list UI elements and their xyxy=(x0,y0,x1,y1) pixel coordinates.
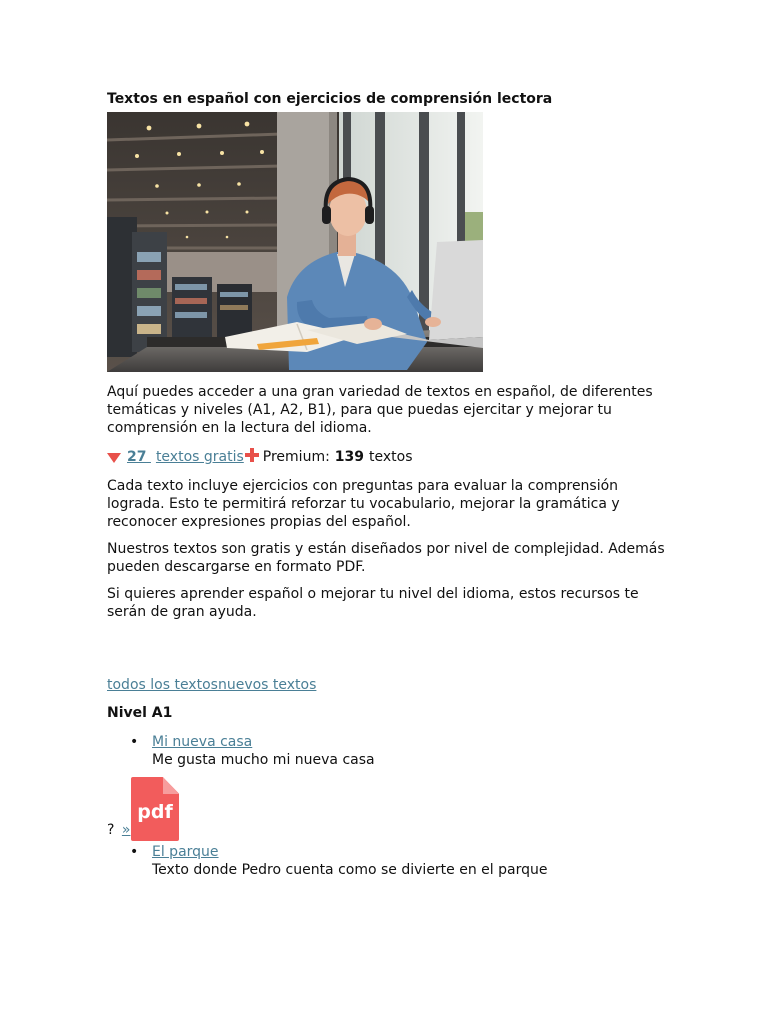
triangle-down-icon xyxy=(107,453,121,463)
pdf-icon-label: pdf xyxy=(137,801,173,823)
level-list xyxy=(107,733,667,769)
pdf-file-icon[interactable] xyxy=(131,777,179,841)
all-texts-link[interactable]: todos los textos xyxy=(107,677,218,693)
free-label: textos gratis xyxy=(155,449,244,465)
paragraph-learn: Si quieres aprender español o mejorar tu nivel del idioma, estos recursos te serán de gran ayuda. xyxy=(107,586,639,620)
bullet: • xyxy=(130,844,139,860)
paragraph-free-pdf: Nuestros textos son gratis y están diseñados por nivel de complejidad. Además pueden descargarse en formato PDF. xyxy=(107,541,665,575)
text-description: Texto donde Pedro cuenta como se divierte en el parque xyxy=(152,862,548,878)
text-counts xyxy=(107,448,667,466)
premium-suffix: textos xyxy=(369,449,413,465)
level-title: Nivel A1 xyxy=(107,705,173,721)
level-list-continued xyxy=(107,843,667,879)
text-description: Me gusta mucho mi nueva casa xyxy=(152,752,375,768)
pdf-download-row xyxy=(107,771,667,839)
free-count: 27 xyxy=(127,449,147,465)
article xyxy=(107,90,667,879)
pdf-prefix xyxy=(107,821,130,839)
text-link-el-parque[interactable]: El parque xyxy=(152,844,219,860)
pdf-icon-fold xyxy=(163,777,179,794)
premium-count: 139 xyxy=(334,449,365,465)
page-title: Textos en español con ejercicios de comprensión lectora xyxy=(107,91,553,107)
bullet: • xyxy=(130,734,139,750)
plus-icon xyxy=(244,447,260,463)
new-texts-link[interactable]: nuevos textos xyxy=(217,677,317,693)
paragraph-exercises: Cada texto incluye ejercicios con preguntas para evaluar la comprensión lograda. Esto te permitirá reforzar tu vocabulario, mejorar la gramática y reconocer expresiones propias del español. xyxy=(107,478,620,530)
free-texts-link[interactable] xyxy=(123,448,244,466)
premium-label: Premium: xyxy=(262,449,330,465)
nav-links xyxy=(107,676,667,694)
pdf-more-link[interactable]: » xyxy=(121,822,131,838)
intro-paragraph: Aquí puedes acceder a una gran variedad de textos en español, de diferentes temáticas y niveles (A1, A2, B1), para que puedas ejercitar y mejorar tu comprensión en la lectura del idioma. xyxy=(107,384,653,436)
list-item xyxy=(130,733,667,769)
pdf-prefix-text: ? xyxy=(107,822,115,838)
text-link-mi-nueva-casa[interactable]: Mi nueva casa xyxy=(152,734,253,750)
spacer xyxy=(107,630,667,676)
hero-image-student-library xyxy=(107,112,483,372)
list-item xyxy=(130,843,667,879)
